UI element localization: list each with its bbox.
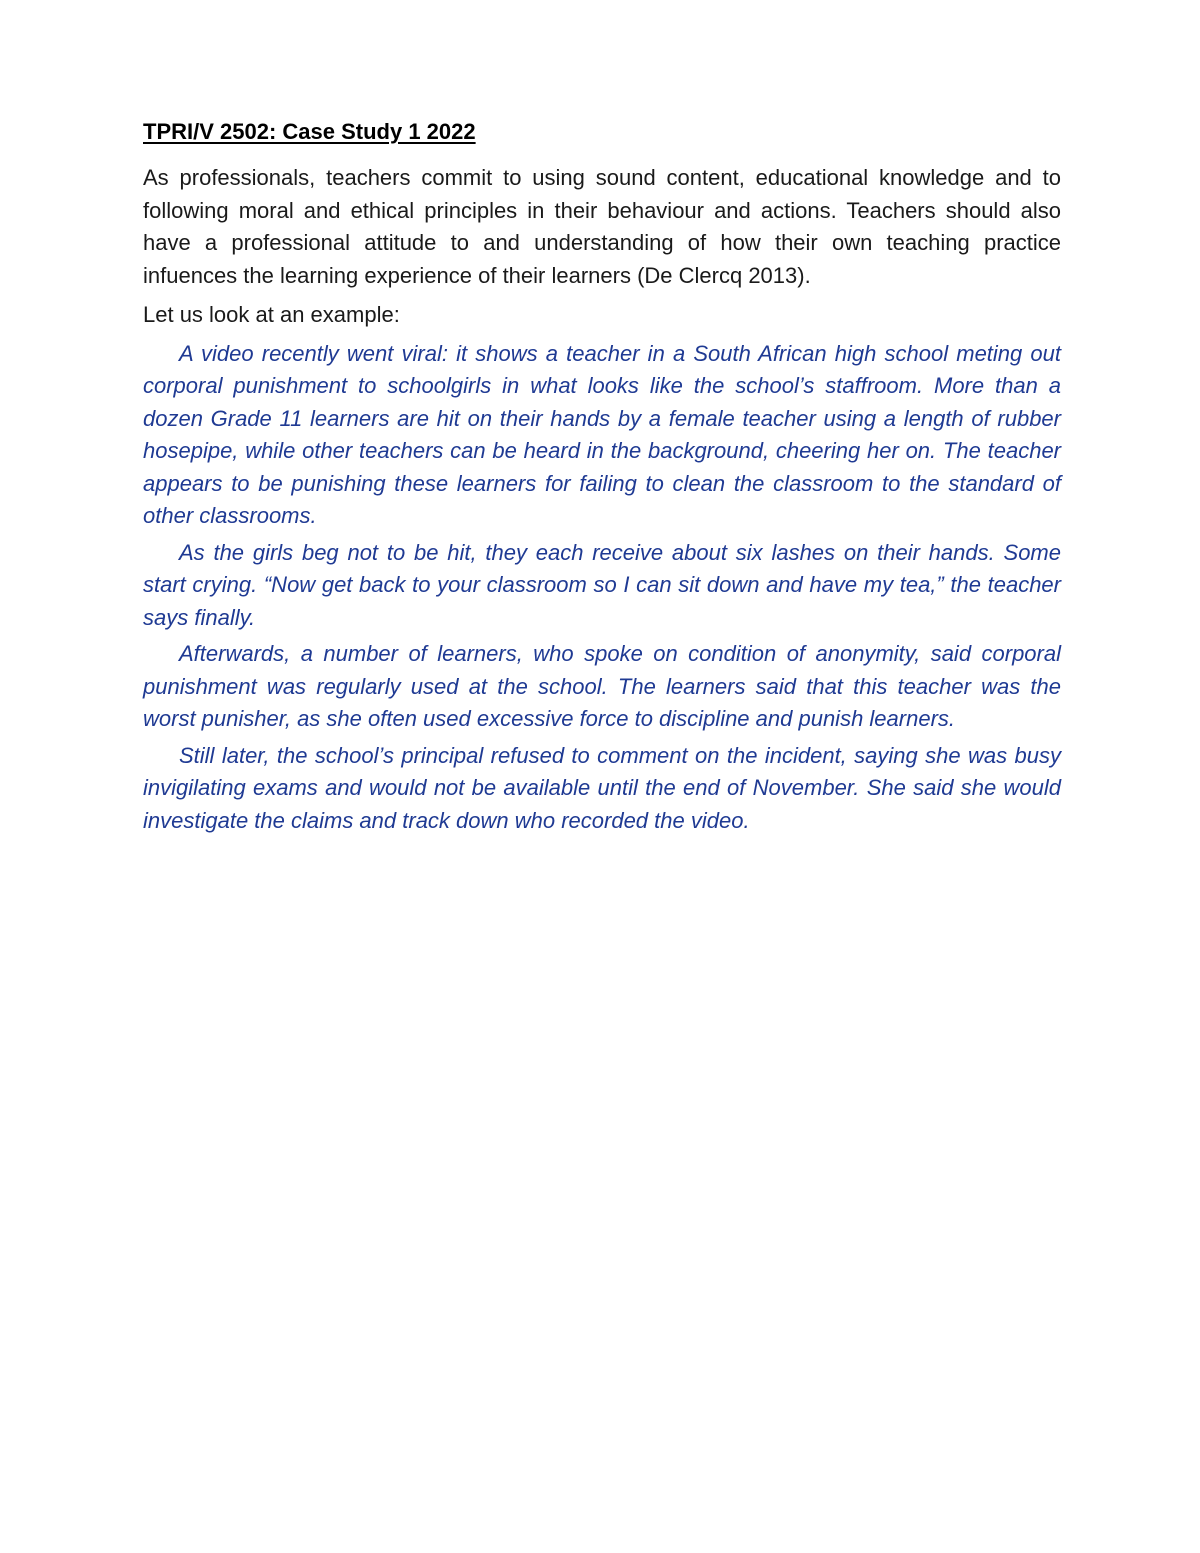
quote-paragraph: Afterwards, a number of learners, who spoke on condition of anonymity, said corporal punishment was regularly used at the school. The learners said that this teacher was the worst punisher, as she often used excessive force to discipline and punish learners.: [143, 641, 1061, 731]
quote-paragraph: As the girls beg not to be hit, they each receive about six lashes on their hands. Some start crying. “Now get back to your classroom so I can sit down and have my tea,” the teacher says finally.: [143, 539, 1061, 630]
quote-paragraph: A video recently went viral: it shows a teacher in a South African high school meting out corporal punishment to schoolgirls in what looks like the school’s staffroom. More than a dozen Grade 11 learners are hit on their hands by a female teacher using a length of rubber hosepipe, while other teachers can be heard in the background, cheering her on. The teacher appears to be punishing these learners for failing to clean the classroom to the standard of other classrooms.: [143, 340, 1061, 528]
document-title: TPRI/V 2502: Case Study 1 2022: [143, 119, 476, 144]
example-lead: Let us look at an example:: [143, 302, 400, 327]
quote-paragraph: Still later, the school’s principal refused to comment on the incident, saying she was busy invigilating exams and would not be available until the end of November. She said she would investigate the claims and track down who recorded the video.: [143, 742, 1061, 833]
document-content: [143, 116, 1061, 841]
intro-paragraph: As professionals, teachers commit to using sound content, educational knowledge and to following moral and ethical principles in their behaviour and actions. Teachers should also have a professional attitude to and understanding of how their own teaching practice infuences the learning experience of their learners (De Clercq 2013).: [143, 165, 1061, 288]
